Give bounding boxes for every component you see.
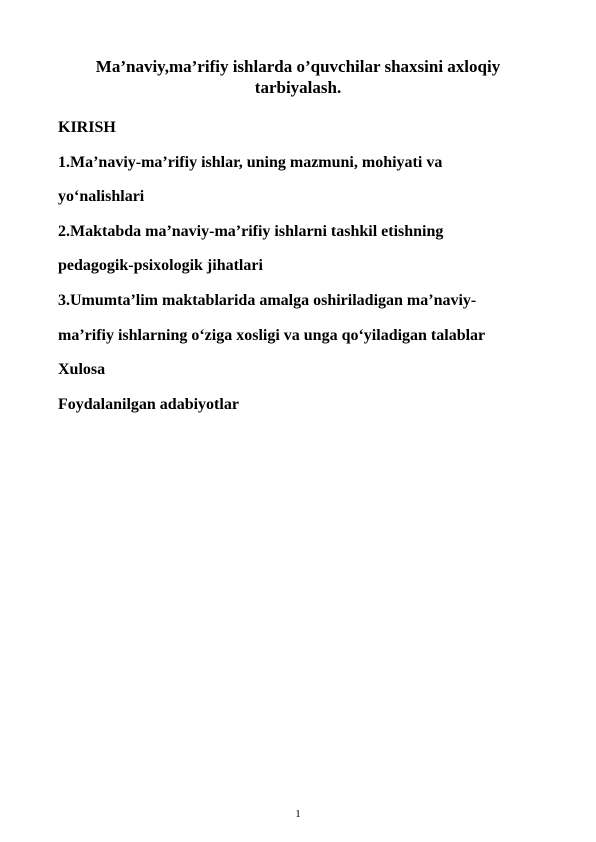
toc-line: Foydalanilgan adabiyotlar xyxy=(58,395,239,413)
table-of-contents xyxy=(58,118,548,429)
toc-line: yo‘nalishlari xyxy=(58,188,145,206)
toc-line: 1.Ma’naviy-ma’rifiy ishlar, uning mazmuni, mohiyati va xyxy=(58,153,443,171)
document-title: Ma’naviy,ma’rifiy ishlarda o’quvchilar shaxsini axloqiy tarbiyalash. xyxy=(95,57,501,97)
toc-line: Xulosa xyxy=(58,361,106,379)
toc-line: ma’rifiy ishlarning o‘ziga xosligi va unga qo‘yiladigan talablar xyxy=(58,326,486,344)
toc-line: 3.Umumta’lim maktablarida amalga oshiriladigan ma’naviy- xyxy=(58,291,477,309)
toc-line: pedagogik-psixologik jihatlari xyxy=(58,257,263,275)
toc-line: KIRISH xyxy=(58,119,116,136)
page-number: 1 xyxy=(295,808,301,820)
toc-line: 2.Maktabda ma’naviy-ma’rifiy ishlarni tashkil etishning xyxy=(58,222,444,240)
